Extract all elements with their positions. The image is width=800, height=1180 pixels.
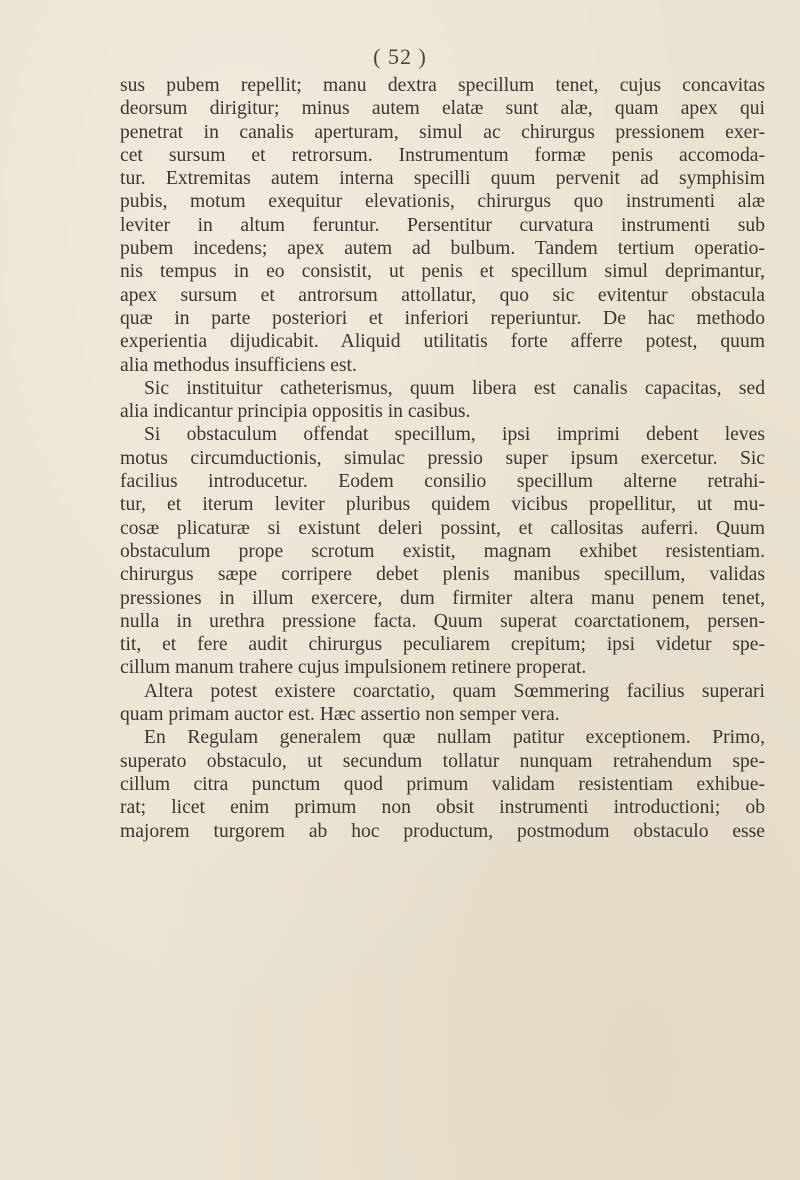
text-line: superato obstaculo, ut secundum tollatur nunquam retrahendum spe- bbox=[120, 750, 765, 772]
text-line: Sic instituitur catheterismus, quum libera est canalis capacitas, sed bbox=[144, 377, 765, 399]
text-line: alia indicantur principia oppositis in casibus. bbox=[120, 401, 471, 423]
text-line: pubem incedens; apex autem ad bulbum. Tandem tertium operatio- bbox=[120, 238, 765, 260]
text-line: apex sursum et antrorsum attollatur, quo sic evitentur obstacula bbox=[120, 284, 765, 306]
text-line: quæ in parte posteriori et inferiori reperiuntur. De hac methodo bbox=[120, 307, 765, 329]
text-line: tur. Extremitas autem interna specilli quum pervenit ad symphisim bbox=[120, 168, 765, 190]
text-line: leviter in altum feruntur. Persentitur curvatura instrumenti sub bbox=[120, 214, 765, 236]
text-line: penetrat in canalis aperturam, simul ac chirurgus pressionem exer- bbox=[120, 121, 765, 143]
text-line: tur, et iterum leviter pluribus quidem vicibus propellitur, ut mu- bbox=[120, 494, 765, 516]
text-line: cillum manum trahere cujus impulsionem retinere properat. bbox=[120, 657, 587, 679]
text-line: nis tempus in eo consistit, ut penis et specillum simul deprimantur, bbox=[120, 261, 765, 283]
text-line: deorsum dirigitur; minus autem elatæ sunt alæ, quam apex qui bbox=[120, 98, 765, 120]
body-text bbox=[120, 74, 765, 843]
text-line: alia methodus insufficiens est. bbox=[120, 354, 357, 376]
text-line: En Regulam generalem quæ nullam patitur exceptionem. Primo, bbox=[144, 727, 765, 749]
text-line: Altera potest existere coarctatio, quam Sœmmering facilius superari bbox=[144, 680, 765, 702]
text-line: pressiones in illum exercere, dum firmiter altera manu penem tenet, bbox=[120, 587, 765, 609]
text-line: facilius introducetur. Eodem consilio specillum alterne retrahi- bbox=[120, 471, 765, 493]
text-line: sus pubem repellit; manu dextra specillum tenet, cujus concavitas bbox=[120, 75, 765, 96]
text-line: nulla in urethra pressione facta. Quum superat coarctationem, persen- bbox=[120, 610, 765, 632]
text-line: Si obstaculum offendat specillum, ipsi imprimi debent leves bbox=[144, 424, 765, 446]
page-number: ( 52 ) bbox=[373, 44, 427, 69]
text-line: pubis, motum exequitur elevationis, chirurgus quo instrumenti alæ bbox=[120, 191, 765, 213]
text-line: majorem turgorem ab hoc productum, postmodum obstaculo esse bbox=[120, 820, 765, 842]
text-line: motus circumductionis, simulac pressio super ipsum exercetur. Sic bbox=[120, 447, 765, 469]
text-line: quam primam auctor est. Hæc assertio non semper vera. bbox=[120, 704, 560, 726]
text-line: experientia dijudicabit. Aliquid utilitatis forte afferre potest, quum bbox=[120, 331, 765, 353]
text-line: cet sursum et retrorsum. Instrumentum formæ penis accomoda- bbox=[120, 144, 765, 166]
text-line: cosæ plicaturæ si existunt deleri possint, et callositas auferri. Quum bbox=[120, 517, 765, 539]
text-line: obstaculum prope scrotum existit, magnam exhibet resistentiam. bbox=[120, 540, 765, 562]
text-line: cillum citra punctum quod primum validam resistentiam exhibue- bbox=[120, 773, 765, 795]
text-line: chirurgus sæpe corripere debet plenis manibus specillum, validas bbox=[120, 564, 765, 586]
text-line: tit, et fere audit chirurgus peculiarem crepitum; ipsi videtur spe- bbox=[120, 634, 765, 656]
text-line: rat; licet enim primum non obsit instrumenti introductioni; ob bbox=[120, 797, 765, 819]
